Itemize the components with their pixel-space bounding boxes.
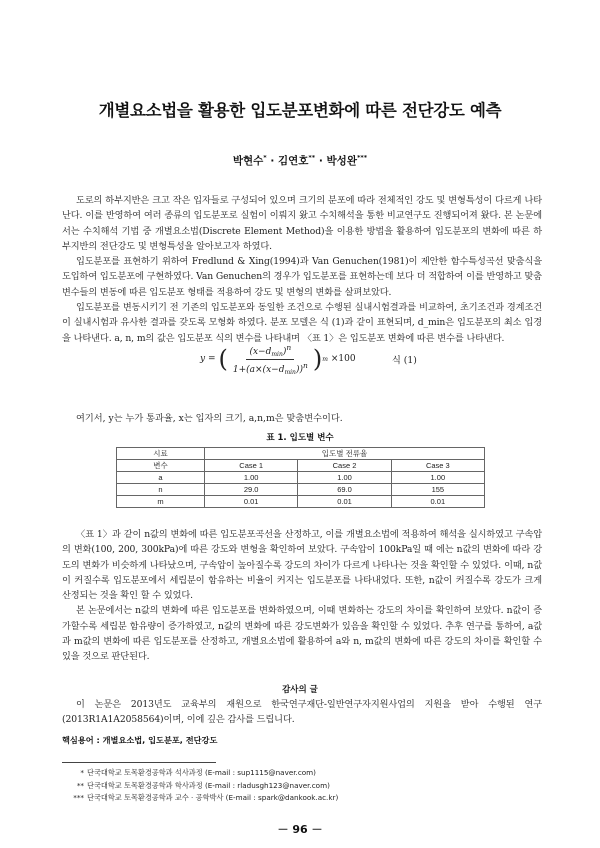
- author-name: 박현수: [232, 155, 264, 167]
- author-mark: **: [308, 153, 316, 162]
- footnote-divider: [62, 762, 216, 763]
- equation-1: [200, 344, 356, 374]
- table-cell: a: [117, 472, 205, 484]
- footnote-text: 단국대학교 토목환경공학과 석사과정 (E-mail : sup1115@naver.com): [87, 768, 316, 777]
- table-header-cell: Case 3: [391, 460, 484, 472]
- equation-explanation: 여기서, y는 누가 통과율, x는 입자의 크기, a,n,m은 맞춤변수이다.: [76, 413, 343, 424]
- footnotes: [68, 767, 548, 805]
- table-header-cell: Case 1: [205, 460, 298, 472]
- footnote: [68, 767, 548, 780]
- author-mark: ***: [356, 153, 368, 162]
- author-list: [0, 153, 600, 168]
- table-cell: n: [117, 484, 205, 496]
- body-paragraph: 도로의 하부지반은 크고 작은 입자들로 구성되어 있으며 크기의 분포에 따라 전체적인 강도 및 변형특성이 다르게 나타난다. 이를 반영하여 여러 종류의 입도분포로 실험이 이뤄지 왔고 수치해석을 통한 비교연구도 진행되어져 왔다. 본 논문에서는 수치해석 기법 중 개별요소법(Discrete Element Method)을 이용한 방법을 활용하여 입도분포의 변화에 따른 하부지반의 전단강도 및 변형특성을 알아보고자 하였다.: [62, 195, 542, 252]
- equation-lhs: y =: [200, 354, 216, 364]
- author-mark: *: [263, 153, 267, 162]
- equation-fraction: [230, 343, 311, 376]
- variable-table: [116, 447, 485, 508]
- body-paragraph: 입도분포를 변동시키기 전 기존의 입도분포와 동일한 조건으로 수행된 실내시험결과를 비교하여, 초기조건과 경계조건이 실내시험과 유사한 결과를 갖도록 모형화 하였다. 분포 모델은 식 (1)과 같이 표현되며, d_min은 입도분포의 최소 입경을 나타낸다. a, n, m의 값은 입도분포 식의 변수를 나타내며 〈표 1〉은 입도분포 변화에 따른 변수를 나타낸다.: [62, 302, 542, 344]
- table-cell: 0.01: [391, 496, 484, 508]
- table-row: [117, 496, 485, 508]
- equation-denominator: $1+(a\times(x-d_{min}))^n$: [232, 360, 308, 376]
- equation-outer-exponent: m: [322, 355, 328, 363]
- author-name: 김연호: [277, 155, 309, 167]
- table-header-cell: 시료: [117, 448, 205, 460]
- table-cell: 29.0: [205, 484, 298, 496]
- table-cell: 1.00: [205, 472, 298, 484]
- acknowledgement-section: [62, 697, 542, 728]
- author-separator: ·: [318, 155, 323, 167]
- footnote-mark: *: [80, 768, 84, 777]
- body-paragraph: 입도분포를 표현하기 위하여 Fredlund & Xing(1994)과 Van Genuchen(1981)이 제안한 함수특성곡선 맞춤식을 도입하여 입도분포에 구현하였다. Van Genuchen의 경우가 입도분포를 표현하는데 보다 더 적합하여 이를 반영하고 맞춤 변수들의 변동에 따른 입도분포 형태를 적용하여 강도 및 변형의 변화를 살펴보았다.: [62, 256, 542, 298]
- keywords-line: [62, 735, 542, 746]
- keywords-label: 핵심용어 :: [62, 735, 100, 745]
- author-separator: ·: [270, 155, 275, 167]
- footnote-text: 단국대학교 토목환경공학과 교수 · 공학박사 (E-mail : spark@dankook.ac.kr): [87, 793, 339, 802]
- footnote: [68, 792, 548, 805]
- footnote-mark: ***: [73, 793, 84, 802]
- footnote-text: 단국대학교 토목환경공학과 학사과정 (E-mail : rladusgh123@naver.com): [87, 780, 330, 790]
- table-cell: 0.01: [205, 496, 298, 508]
- table-header-cell: Case 2: [298, 460, 391, 472]
- table-header-cell: 변수: [117, 460, 205, 472]
- equation-paren-close: ): [312, 345, 323, 373]
- table-cell: 69.0: [298, 484, 391, 496]
- paper-title: 개별요소법을 활용한 입도분포변화에 따른 전단강도 예측: [98, 101, 502, 120]
- author-name: 박성완: [326, 155, 357, 167]
- body-paragraph: 〈표 1〉과 같이 n값의 변화에 따른 입도분포곡선을 산정하고, 이를 개별요소법에 적용하여 해석을 실시하였고 구속압의 변화(100, 200, 300kPa)에 따른 강도와 변형을 확인하여 보았다. 구속압이 100kPa일 때 에는 n값의 변화에 따라 강도의 변화가 비슷하게 나타났으며, 구속압이 높아질수록 강도의 차이가 다르게 나타나는 것을 확인할 수 있었다. 이때, n값이 커질수록 입도분포에서 세립분이 함유하는 비율이 커지는 입도분포를 나타내었다. 또한, n값이 커질수록 강도가 크게 산정되는 것을 확인 할 수 있었다.: [62, 529, 542, 602]
- table-cell: m: [117, 496, 205, 508]
- table-cell: 1.00: [391, 472, 484, 484]
- table-caption: 표 1. 입도별 변수: [266, 433, 334, 443]
- keywords-values: 개별요소법, 입도분포, 전단강도: [102, 735, 218, 745]
- intro-section: [62, 193, 542, 346]
- table-cell: 1.00: [298, 472, 391, 484]
- table-cell: 155: [391, 484, 484, 496]
- table-cell: 0.01: [298, 496, 391, 508]
- acknowledgement-title: 감사의 글: [282, 685, 318, 695]
- page-number: － 96 －: [277, 823, 323, 836]
- table-header-row: [117, 460, 485, 472]
- footnote-mark: **: [76, 780, 84, 790]
- table-header-cell: 입도별 전류율: [205, 448, 485, 460]
- results-section: [62, 527, 542, 665]
- footnote: [68, 780, 548, 793]
- body-paragraph: 본 논문에서는 n값의 변화에 따른 입도분포를 변화하였으며, 이때 변화하는 강도의 차이를 확인하여 보았다. n값이 증가할수록 세립분 함유량이 증가하였고, n값의 변화에 따른 강도변화가 있음을 확인할 수 있었다. 추후 연구를 통하여, a값과 m값의 변화에 따른 입도분포를 산정하고, 개별요소법에 활용하여 a와 n, m값의 변화에 따른 강도의 차이를 확인할 수 있을 것으로 판단된다.: [62, 605, 542, 663]
- table-row: [117, 472, 485, 484]
- acknowledgement-text: 이 논문은 2013년도 교육부의 재원으로 한국연구재단-일반연구자지원사업의 지원을 받아 수행된 연구(2013R1A1A2058564)이며, 이에 깊은 감사를 드립니다.: [62, 699, 542, 726]
- table-header-row: [117, 448, 485, 460]
- equation-numerator: $(x-d_{min})^n$: [246, 343, 294, 360]
- equation-paren-open: (: [218, 345, 228, 373]
- equation-tail: ×100: [330, 354, 356, 364]
- equation-label: 식 (1): [392, 355, 417, 366]
- table-row: [117, 484, 485, 496]
